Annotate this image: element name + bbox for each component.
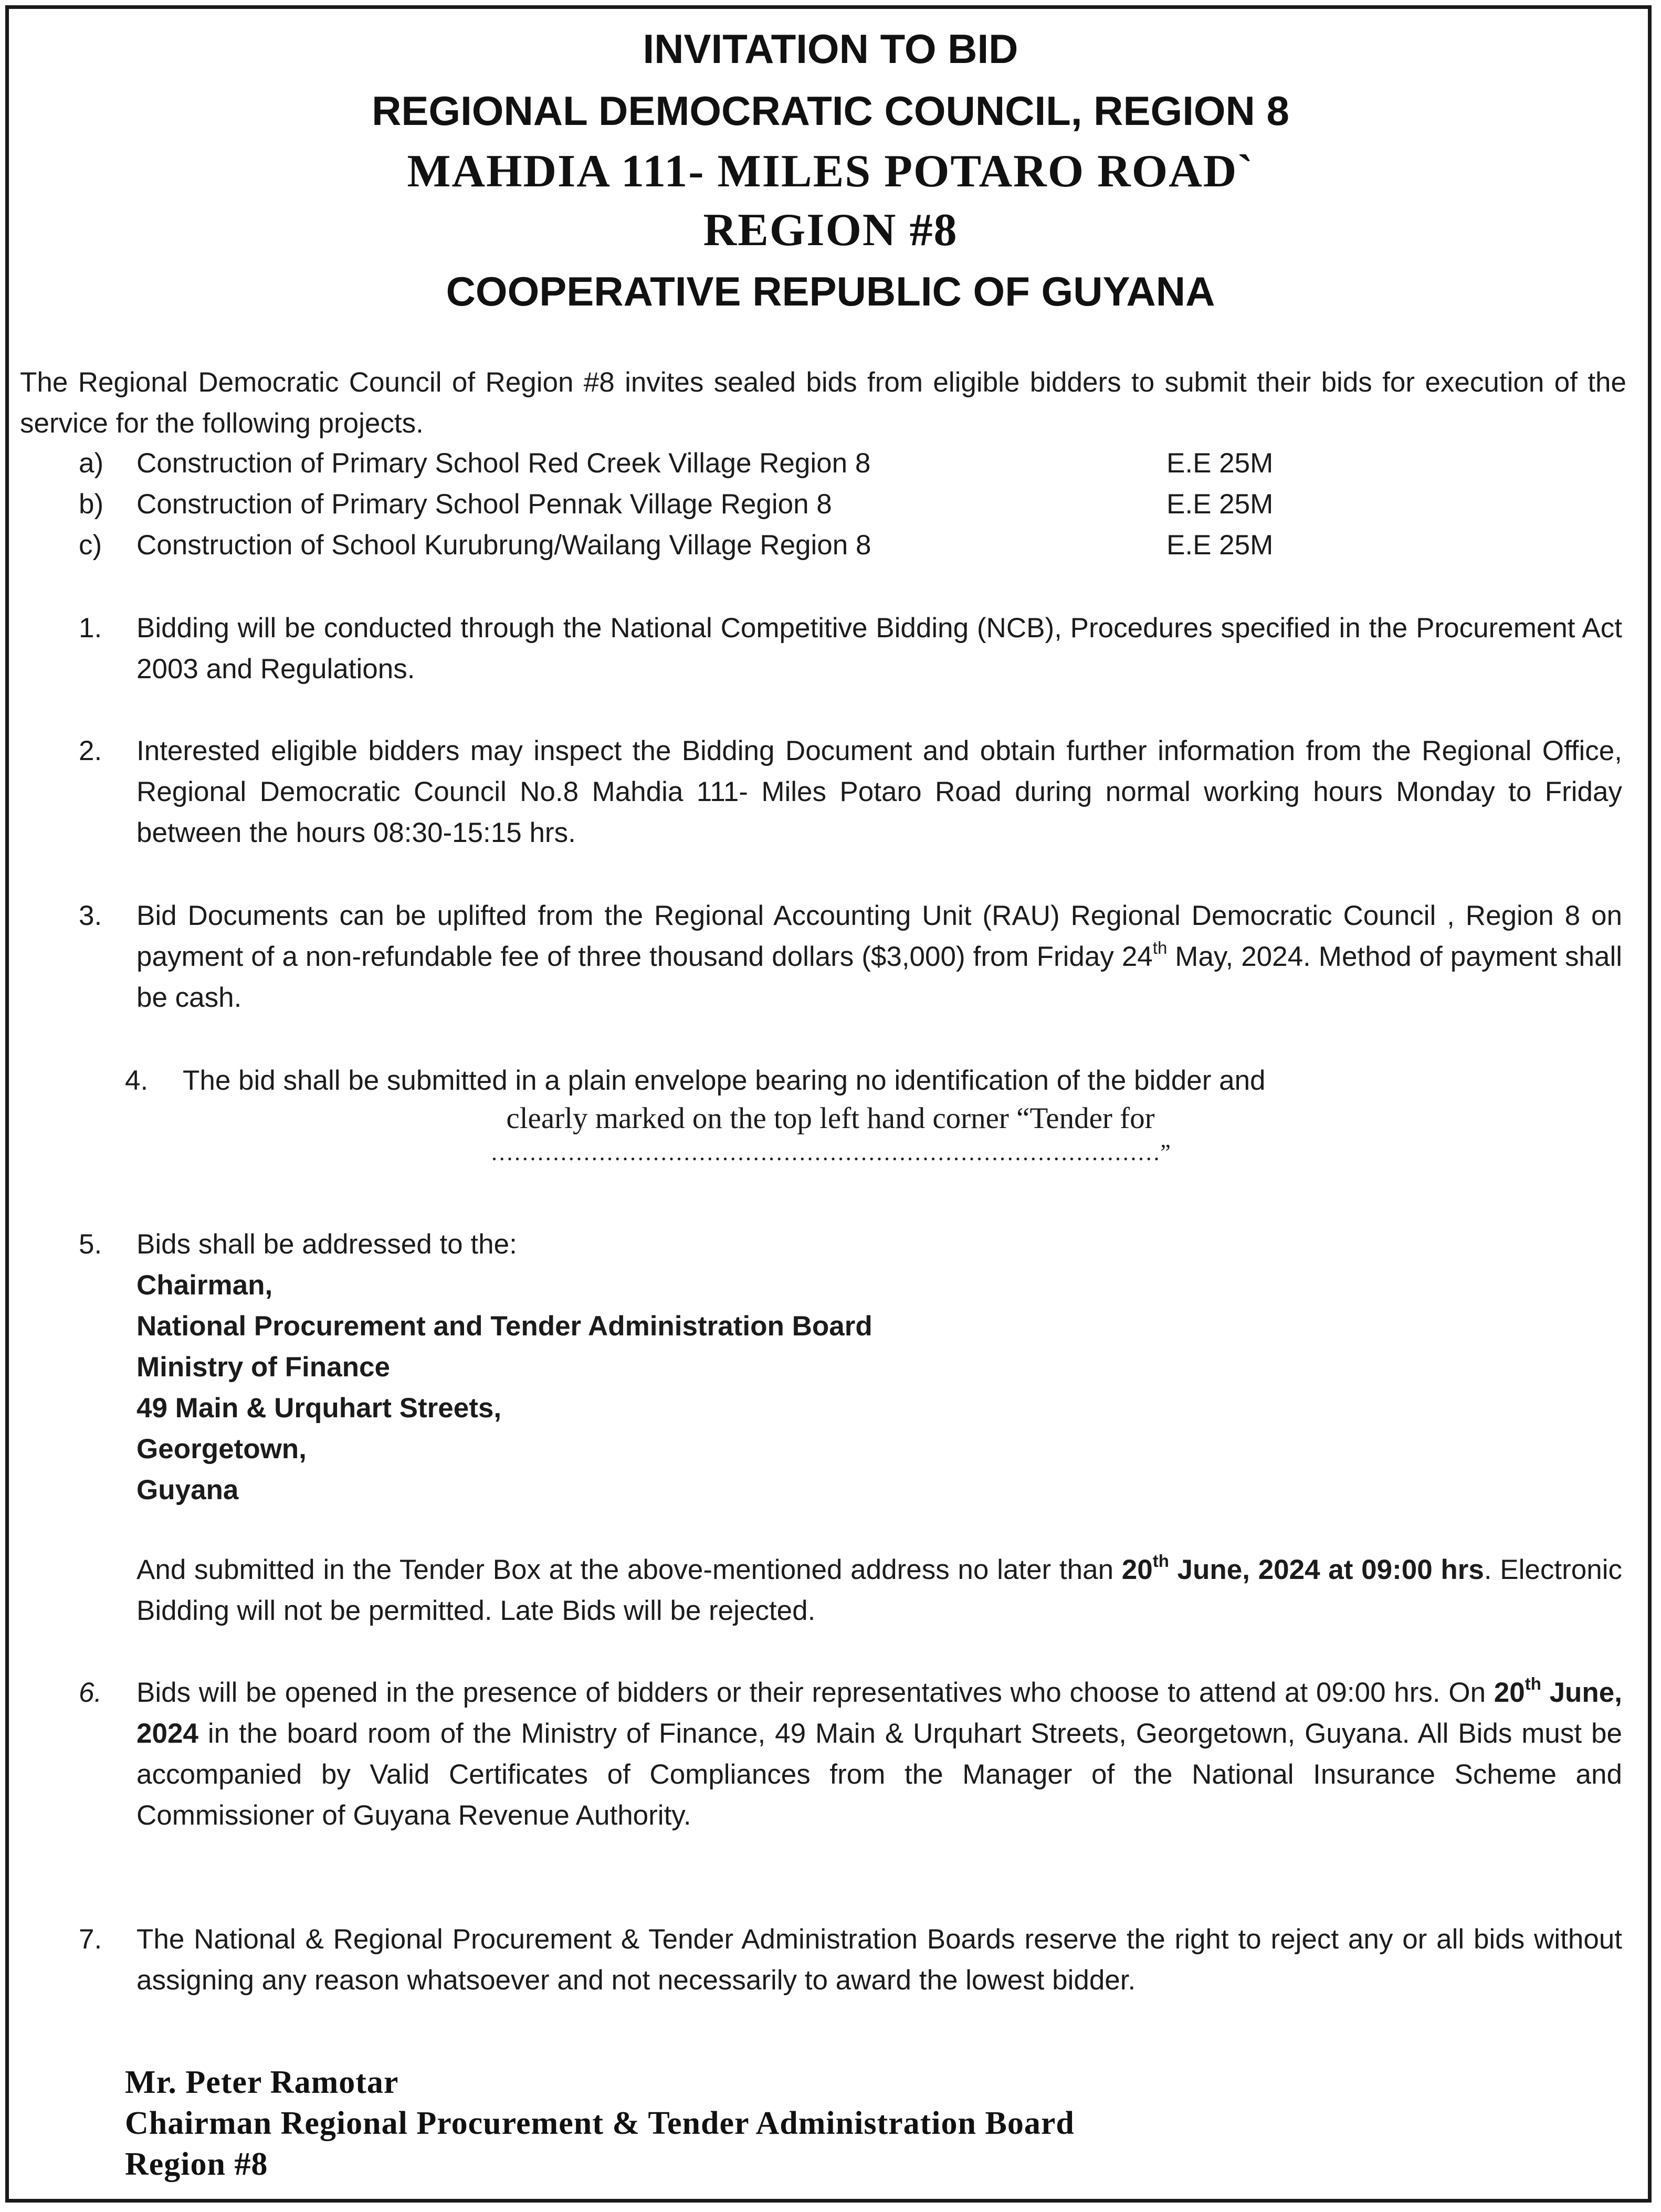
clause-text: Bids shall be addressed to the: <box>136 1229 517 1260</box>
address-line: Ministry of Finance <box>136 1352 390 1383</box>
clause-number: 6. <box>79 1677 102 1708</box>
clause-text: Bid Documents can be uplifted from the Regional Accounting Unit (RAU) Regional Democratic Council , Region 8 on payment of a non-refundable fee of three thousand dollars ($3,000) from Friday 24th May, 2024. Method of payment shall be cash. <box>136 900 1622 1013</box>
intro-paragraph: The Regional Democratic Council of Region #8 invites sealed bids from eligible bidders to submit their bids for execution of the service for the following projects. <box>20 367 1626 439</box>
project-estimate: E.E 25M <box>1166 489 1274 520</box>
clause-number: 4. <box>125 1065 149 1096</box>
clause-4-blank-line: ……………………………………………………………………………” <box>490 1140 1171 1165</box>
clause-number: 3. <box>79 900 102 931</box>
project-estimate: E.E 25M <box>1166 530 1274 561</box>
clause-number: 1. <box>79 613 102 644</box>
title-region: REGION #8 <box>703 205 958 256</box>
signatory-name: Mr. Peter Ramotar <box>125 2064 399 2100</box>
title-council: REGIONAL DEMOCRATIC COUNCIL, REGION 8 <box>372 88 1289 134</box>
project-item <box>79 443 1339 484</box>
project-estimate: E.E 25M <box>1166 448 1274 479</box>
clause-number: 7. <box>79 1924 102 1955</box>
title-address: MAHDIA 111- MILES POTARO ROAD` <box>407 146 1254 197</box>
clause-4-line2: clearly marked on the top left hand corner “Tender for <box>506 1102 1155 1135</box>
clause-number: 2. <box>79 735 102 766</box>
address-line: Georgetown, <box>136 1434 307 1465</box>
project-item <box>79 484 1339 525</box>
title-invitation-to-bid: INVITATION TO BID <box>643 26 1018 72</box>
project-name: Construction of Primary School Pennak Village Region 8 <box>136 489 832 520</box>
clause-text: Interested eligible bidders may inspect the Bidding Document and obtain further information from the Regional Office, Regional Democratic Council No.8 Mahdia 111- Miles Potaro Road during normal working hours Monday to Friday between the hours 08:30-15:15 hrs. <box>136 735 1622 848</box>
title-country: COOPERATIVE REPUBLIC OF GUYANA <box>446 268 1215 314</box>
clause-text: Bids will be opened in the presence of bidders or their representatives who choose to attend at 09:00 hrs. On 20th June, 2024 in the board room of the Ministry of Finance, 49 Main & Urquhart Streets, Georgetown, Guyana. All Bids must be accompanied by Valid Certificates of Compliances from the Manager of the National Insurance Scheme and Commissioner of Guyana Revenue Authority. <box>136 1674 1623 1831</box>
address-line: National Procurement and Tender Administration Board <box>136 1311 872 1342</box>
project-letter: b) <box>79 489 104 520</box>
signatory-region: Region #8 <box>125 2146 268 2182</box>
clause-text: The bid shall be submitted in a plain envelope bearing no identification of the bidder and <box>183 1065 1266 1096</box>
address-line: 49 Main & Urquhart Streets, <box>136 1393 502 1424</box>
address-line: Chairman, <box>136 1270 273 1301</box>
clause-4 <box>125 1060 1266 1101</box>
clause-text: The National & Regional Procurement & Tender Administration Boards reserve the right to reject any or all bids without assigning any reason whatsoever and not necessarily to award the lowest bidder. <box>136 1924 1622 1996</box>
project-item <box>79 525 1339 566</box>
clause-text: Bidding will be conducted through the National Competitive Bidding (NCB), Procedures specified in the Procurement Act 2003 and Regulations. <box>136 613 1622 684</box>
submission-text: And submitted in the Tender Box at the above-mentioned address no later than 20th June, 2024 at 09:00 hrs. Electronic Bidding will not be permitted. Late Bids will be rejected. <box>136 1551 1622 1626</box>
clause-number: 5. <box>79 1229 102 1260</box>
signatory-title: Chairman Regional Procurement & Tender Administration Board <box>125 2105 1075 2141</box>
project-name: Construction of Primary School Red Creek Village Region 8 <box>136 448 871 479</box>
project-letter: a) <box>79 448 104 479</box>
address-line: Guyana <box>136 1474 239 1505</box>
project-name: Construction of School Kurubrung/Wailang Village Region 8 <box>136 530 871 561</box>
project-letter: c) <box>79 530 102 561</box>
